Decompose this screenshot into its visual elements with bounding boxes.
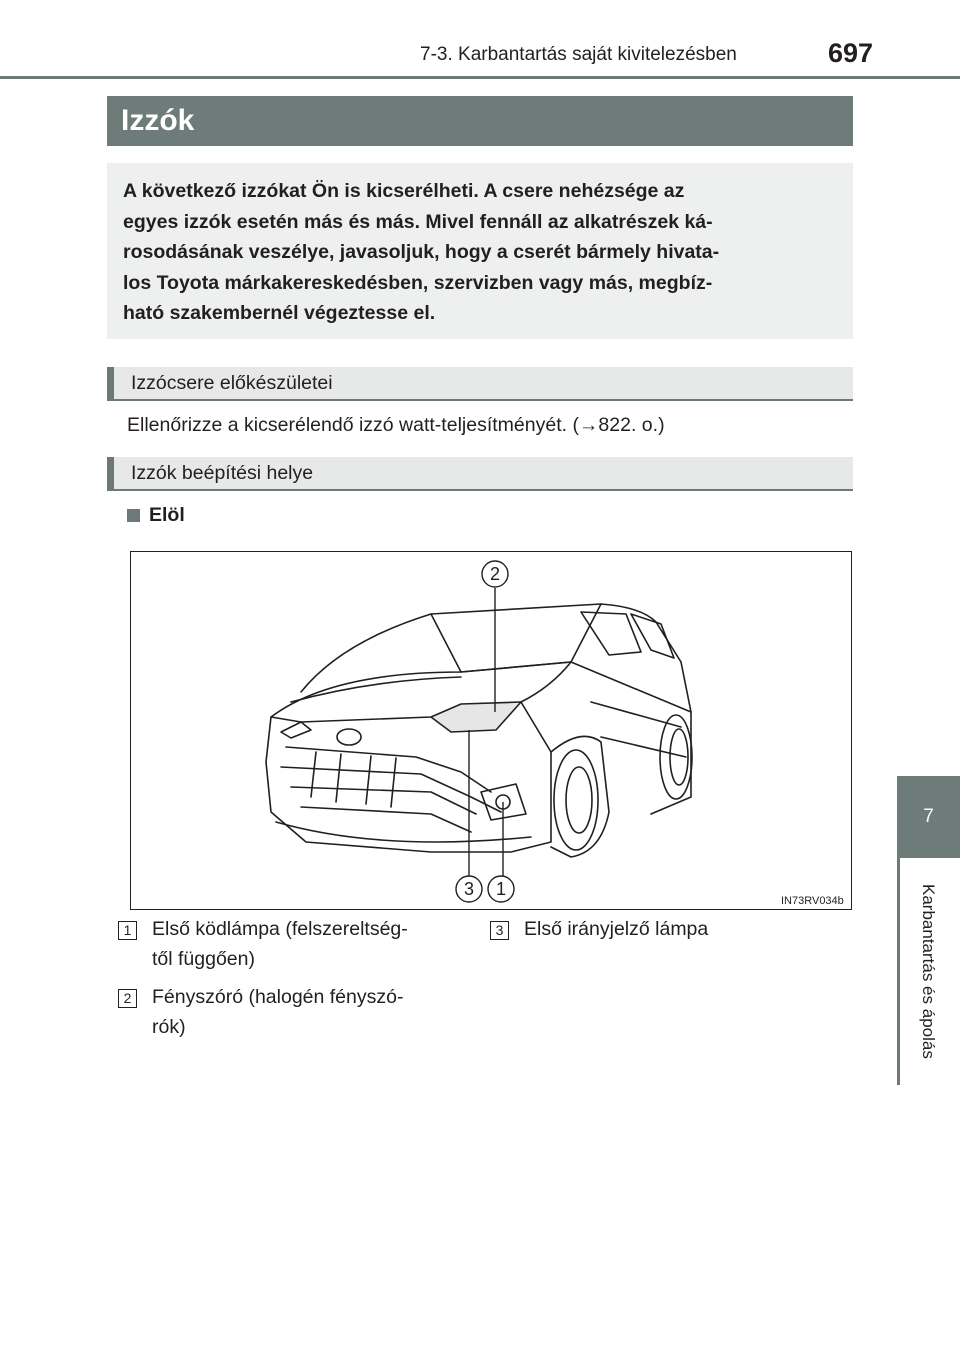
callout-2-label: 2: [489, 564, 501, 584]
header-section-title: 7-3. Karbantartás saját kivitelezésben: [420, 44, 737, 65]
legend-item-2: [152, 982, 464, 1042]
header-divider: [0, 76, 960, 79]
locations-heading: Izzók beépítési helye: [107, 457, 853, 491]
chapter-title-tab: Karbantartás és ápolás: [919, 884, 938, 1059]
legend-text: Első irányjelző lámpa: [524, 918, 709, 940]
legend-number: 2: [118, 989, 137, 1008]
figure-code: IN73RV034b: [781, 895, 844, 907]
callout-1-label: 1: [495, 879, 507, 899]
preparation-text: Ellenőrizze a kicserélendő izzó watt-teljesítményét. (→822. o.): [127, 414, 665, 436]
legend-text: Első ködlámpa (felszereltség-: [152, 918, 408, 940]
car-illustration: [130, 551, 852, 910]
chapter-number-tab: 7: [897, 776, 960, 858]
legend-text: től függően): [152, 948, 255, 970]
subsection-front-label: Elöl: [149, 504, 185, 526]
legend-text: rók): [152, 1016, 186, 1038]
car-front-drawing: [131, 552, 851, 909]
intro-line: rosodásának veszélye, javasoljuk, hogy a cserét bármely hivata-: [123, 241, 720, 263]
legend-number: 3: [490, 921, 509, 940]
legend-text: Fényszóró (halogén fényszó-: [152, 986, 404, 1008]
intro-line: los Toyota márkakereskedésben, szervizben vagy más, megbíz-: [123, 271, 713, 294]
page-title: Izzók: [107, 96, 853, 146]
intro-line: ható szakembernél végeztesse el.: [123, 302, 436, 324]
legend-item-1: [152, 914, 464, 974]
intro-line: egyes izzók esetén más és más. Mivel fennáll az alkatrészek ká-: [123, 210, 713, 233]
legend-item-3: [524, 914, 824, 944]
callout-3-label: 3: [463, 879, 475, 899]
preparation-heading: Izzócsere előkészületei: [107, 367, 853, 401]
legend-number: 1: [118, 921, 137, 940]
subsection-front: [127, 504, 185, 527]
intro-line: A következő izzókat Ön is kicserélheti. A csere nehézsége az: [123, 180, 685, 202]
page-number: 697: [828, 38, 874, 68]
intro-box: [107, 163, 853, 339]
square-bullet-icon: [127, 509, 140, 522]
